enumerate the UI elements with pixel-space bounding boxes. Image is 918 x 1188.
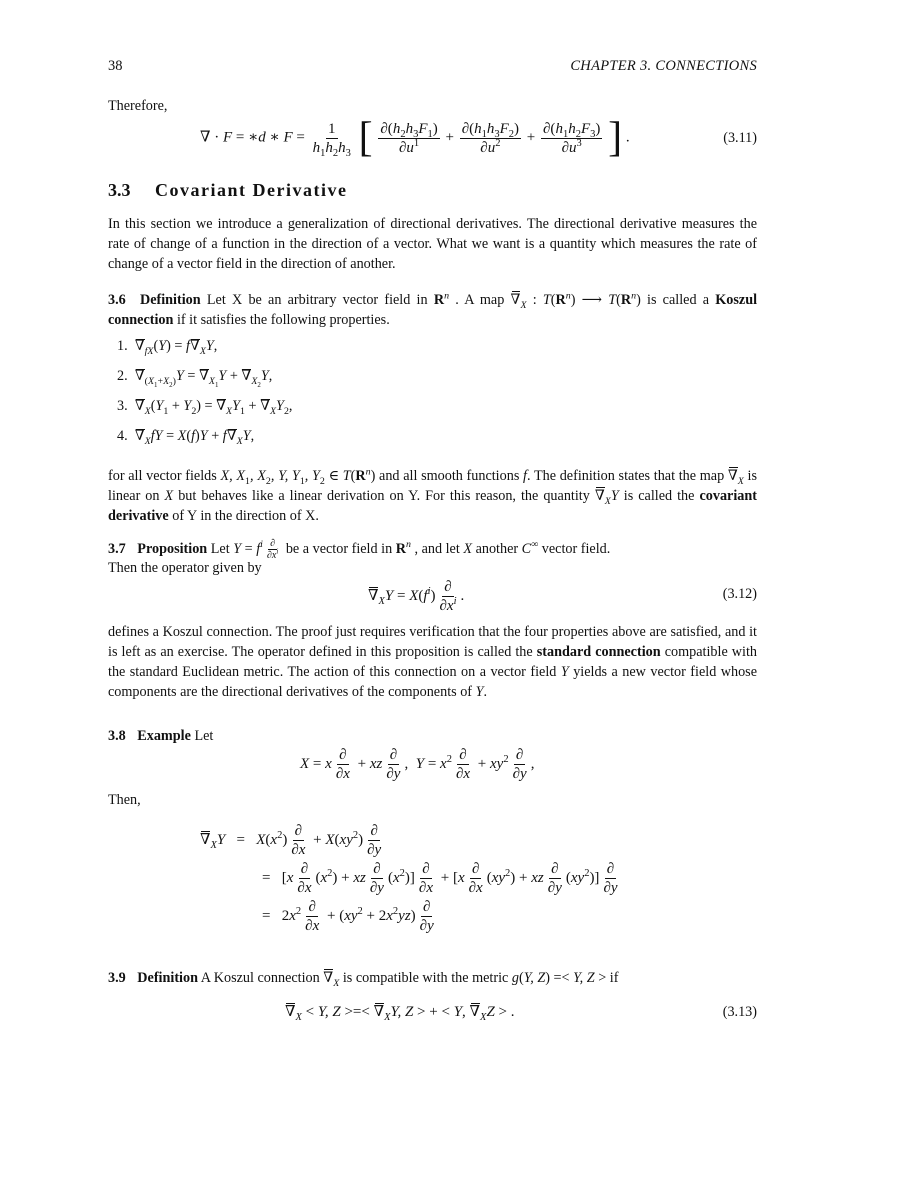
def-3-6-text: . A map [455,292,505,308]
equation-number-3-11: (3.11) [723,130,757,146]
prop-3-7-after: defines a Koszul connection. The proof just requires verification that the four properties above are satisfied, and it is left as an exercise. The operator defined in this proposition is called the [108,624,757,660]
page-number: 38 [108,58,123,74]
property-list [117,338,717,458]
definition-3-6-conclusion: for all vector fields X, $X_1$, $X_2$, Y, $Y_1$, $Y_2$ ∈ $T(R^n)$ and all smooth functions f. The definition states that the map $\nabla_X$ is linear on X but behaves like a linear derivation on Y. For this reason, the quantity $\nabla_XY$ is called the covariant derivative of Y in the direction of X. [108,466,757,524]
then-text: Then, [108,792,141,808]
proposition-3-7-discussion: defines a Koszul connection. The proof just requires verification that the four properties above are satisfied, and it is left as an exercise. The operator defined in this proposition is called the standard connection compatible with the standard Euclidean metric. The action of this connection on a vector field Y yields a new vector field whose components are the directional derivatives of the components of Y. [108,624,758,700]
def-3-6-after: is linear on [108,468,757,504]
prop-3-7-after: . [483,684,488,700]
property-1: 1. $\nabla_{fX}(Y) = f\nabla_XY$, [117,338,218,357]
def-3-6-after: of Y in the direction of X. [172,508,319,524]
def-3-9-text: A Koszul connection [200,970,320,986]
prop-3-7-text: , and let [414,540,460,557]
equation-number-3-12: (3.12) [722,586,757,602]
prop-3-7-after: compatible with the standard Euclidean metric. The action of this connection on a vector field [108,644,758,680]
definition-3-9: 3.9 Definition A Koszul connection $\nabla_X$ is compatible with the metric g(Y, Z) =< Y, Z > if [108,970,619,989]
def-3-6-text: Let X be an arbitrary vector field in [206,292,428,308]
computation-line-2: = [x $\frac{\partial}{\partial x}$ $(x^2)$ + xz $\frac{\partial}{\partial y}$ $(x^2)$] $\frac{\partial}{\partial x}$ + [x $\frac{\partial}{\partial x}$ $(xy^2)$ + xz $\frac{\partial}{\partial y}$ $(xy^2)$] $\frac{\partial}{\partial y}$ [262,861,618,896]
covariant-derivative-term: covariant derivative [108,488,757,524]
ex-3-8-label: 3.8 [108,728,126,744]
equation-number-3-13: (3.13) [722,1004,757,1020]
def-3-6-after: but behaves like a linear derivation on Y. For this reason, the quantity [178,488,590,504]
definition-3-6: 3.6 Definition Let X be an arbitrary vector field in $R^n$ . A map $\nabla_X$ : $T(R^n)$ ⟶ $T(R^n)$ is called a Koszul connection if it satisfies the following properties. [108,290,758,328]
running-header: CHAPTER 3. CONNECTIONS [570,58,757,74]
def-3-6-kind: Definition [139,292,201,308]
prop-3-7-kind: Proposition [137,540,208,557]
def-3-9-kind: Definition [137,970,198,986]
prop-3-7-text: vector field. [541,540,611,557]
def-3-9-text: is compatible with the metric [342,970,509,986]
prop-3-7-text: be a vector field in [285,540,393,557]
prop-3-7-label: 3.7 [108,540,126,557]
proposition-3-7: 3.7 Proposition Let $Y = f^i$ $\frac{\partial}{\partial x^i}$ be a vector field in $R^n$ , and let X another C∞ vector field. [108,538,611,561]
def-3-6-label: 3.6 [108,292,126,308]
def-3-6-text: is called a [647,292,710,308]
def-3-9-text: if [609,970,619,986]
ex-3-8-text: Let [194,728,214,744]
prop-3-7-text: Let [210,540,230,557]
property-2: 2. $\nabla_{(X_1+X_2)}Y = \nabla_{X_1}Y + \nabla_{X_2}Y$, [117,368,273,389]
equation-3-12: $\nabla_XY = X(f^i)$ $\frac{\partial}{\partial x^i}$ . [368,579,465,614]
therefore-text: Therefore, [108,98,168,114]
def-3-6-after: and all smooth functions [379,468,520,484]
standard-connection-term: standard connection [536,644,661,660]
computation-line-1: $\nabla_XY = X(x^2)$ $\frac{\partial}{\partial x}$ + $X(xy^2)$ $\frac{\partial}{\partial y}$ [200,823,382,858]
def-3-9-label: 3.9 [108,970,126,986]
computation-line-3: = $2x^2$ $\frac{\partial}{\partial x}$ + $(xy^2 + 2x^2yz)$ $\frac{\partial}{\partial y}$ [262,899,434,934]
def-3-6-text: if it satisfies the following properties. [176,312,390,328]
example-3-8 [108,726,213,746]
section-number: 3.3 [108,180,131,200]
def-3-6-after: is called the [623,488,695,504]
def-3-6-after: for all vector fields [108,468,217,484]
def-3-6-after: . The definition states that the map [526,468,725,484]
prop-3-7-text: another [475,540,519,557]
equation-3-11: ∇ · F = ∗d ∗ F = $\frac{1}{h_1h_2h_3}$ [ $\frac{\partial(h_2h_3F_1)}{\partial u^1}$ + $\frac{\partial(h_1h_3F_2)}{\partial u^2}$ + $\frac{\partial(h_1h_2F_3)}{\partial u^3}$ ] . [200,115,630,161]
prop-3-7-after: yields a new vector field whose components are the directional derivatives of the components of [108,664,757,700]
koszul-connection-term: Koszul connection [108,292,758,328]
property-3: 3. $\nabla_X(Y_1 + Y_2) = \nabla_XY_1 + \nabla_XY_2$, [117,398,293,417]
property-4: 4. $\nabla_XfY = X(f)Y + f\nabla_XY$, [117,428,255,447]
section-title: Covariant Derivative [155,180,348,200]
section-heading [108,180,347,201]
intro-paragraph: In this section we introduce a generalization of directional derivatives. The directional derivative measures the rate of change of a function in the direction of a vector. What we want is a quantity which measures the rate of change of a vector field in the direction of another. [108,216,757,272]
equation-3-13: $\nabla_X < Y$, Z >=< $\nabla_XY$, Z > + < Y, $\nabla_XZ$ > . [285,1004,515,1023]
prop-3-7-line2: Then the operator given by [108,560,262,576]
example-vector-fields: X = x $\frac{\partial}{\partial x}$ + xz $\frac{\partial}{\partial y}$ , $Y = x^2$ $\frac{\partial}{\partial x}$ + $xy^2$ $\frac{\partial}{\partial y}$ , [300,747,535,782]
ex-3-8-kind: Example [137,728,191,744]
